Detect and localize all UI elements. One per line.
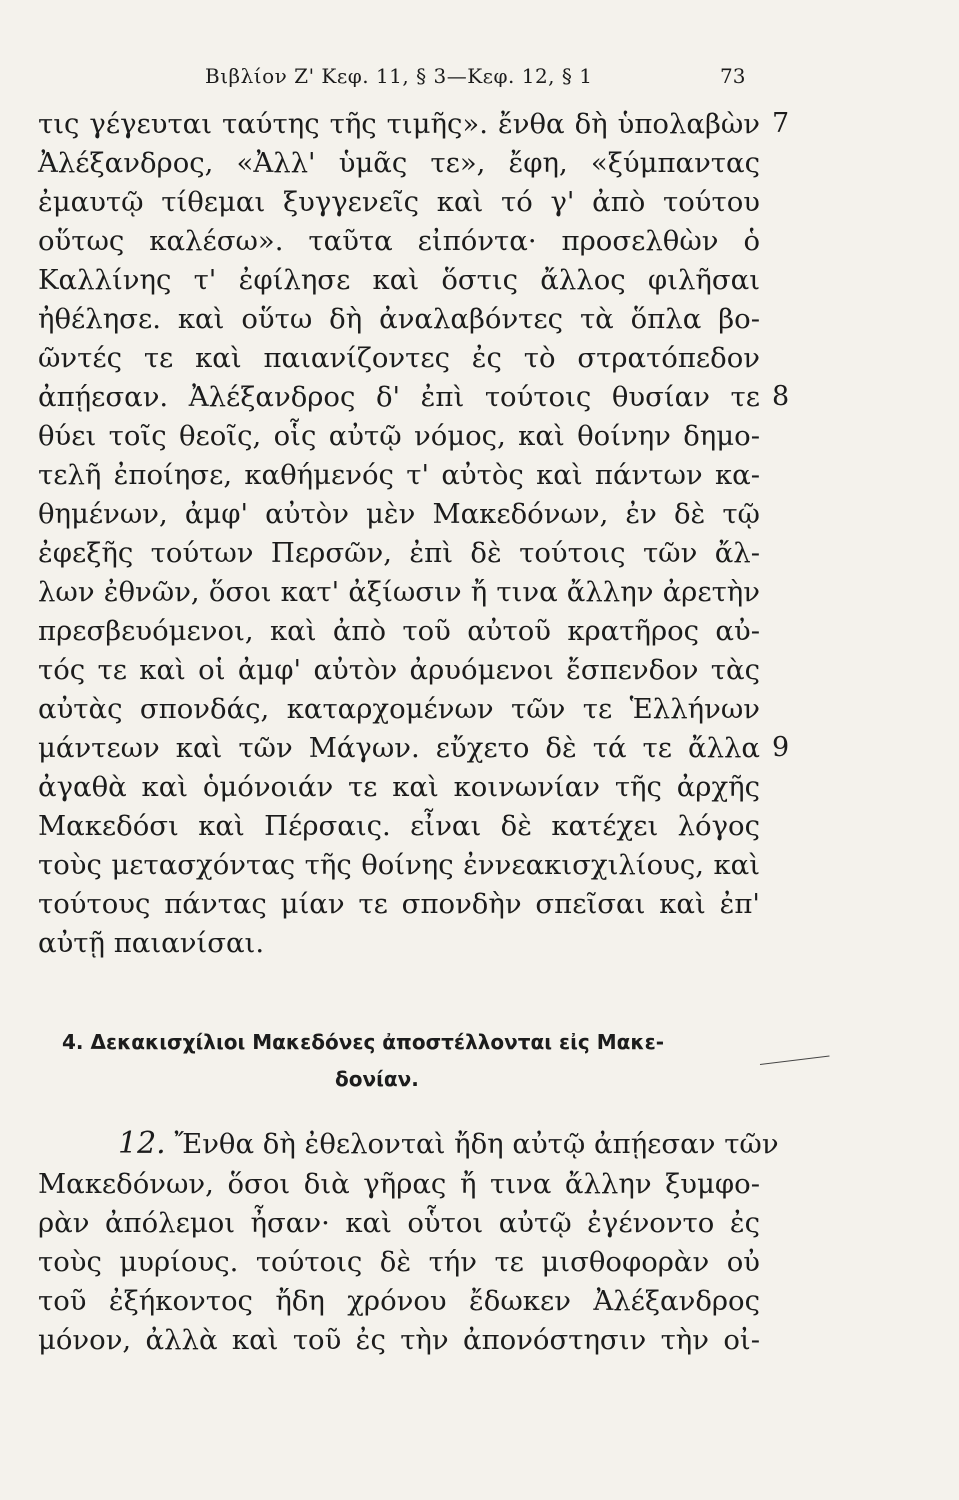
text-line: τός τε καὶ οἱ ἀμφ' αὐτὸν ἀρυόμενοι ἔσπενδον τὰς bbox=[38, 654, 760, 686]
text-line: τελῆ ἐποίησε, καθήμενός τ' αὐτὸς καὶ πάντων κα- bbox=[38, 459, 760, 491]
section-rule bbox=[760, 1055, 830, 1065]
text-line: τοῦ ἐξήκοντος ἤδη χρόνου ἔδωκεν Ἀλέξανδρος bbox=[38, 1285, 760, 1317]
text-line: Μακεδόνων, ὅσοι διὰ γῆρας ἤ τινα ἄλλην ξυμφο- bbox=[38, 1168, 760, 1200]
text-line: ἐφεξῆς τούτων Περσῶν, ἐπὶ δὲ τούτοις τῶν ἄλ- bbox=[38, 537, 760, 569]
text-line: θημένων, ἀμφ' αὐτὸν μὲν Μακεδόνων, ἐν δὲ τῷ bbox=[38, 498, 760, 530]
page-number: 73 bbox=[720, 64, 746, 88]
section-margin-number: 7 bbox=[772, 108, 790, 139]
text-line: τις γέγευται ταύτης τῆς τιμῆς». ἔνθα δὴ ὑπολαβὼν bbox=[38, 108, 760, 140]
text-line: ἀγαθὰ καὶ ὁμόνοιάν τε καὶ κοινωνίαν τῆς ἀρχῆς bbox=[38, 771, 760, 803]
text-line: ρὰν ἀπόλεμοι ἦσαν· καὶ οὗτοι αὐτῷ ἐγένοντο ἐς bbox=[38, 1207, 760, 1239]
text-line: θύει τοῖς θεοῖς, οἷς αὐτῷ νόμος, καὶ θοίνην δημο- bbox=[38, 420, 760, 452]
text-line: μάντεων καὶ τῶν Μάγων. εὔχετο δὲ τά τε ἄλλα bbox=[38, 732, 760, 764]
text-line: αὐτὰς σπονδάς, καταρχομένων τῶν τε Ἑλλήνων bbox=[38, 693, 760, 725]
text-line: λων ἐθνῶν, ὅσοι κατ' ἀξίωσιν ἤ τινα ἄλλην ἀρετὴν bbox=[38, 576, 760, 608]
chapter-number: 12. bbox=[118, 1126, 166, 1161]
chapter-line-text: Ἔνθα δὴ ἐθελονταὶ ἤδη αὐτῷ ἀπῄεσαν τῶν bbox=[174, 1128, 779, 1160]
section-margin-number: 9 bbox=[772, 732, 790, 763]
text-line: Καλλίνης τ' ἐφίλησε καὶ ὅστις ἄλλος φιλῆσαι bbox=[38, 264, 760, 296]
text-line: Μακεδόσι καὶ Πέρσαις. εἶναι δὲ κατέχει λόγος bbox=[38, 810, 760, 842]
text-line: αὐτῇ παιανίσαι. bbox=[38, 927, 265, 959]
text-line: τούτους πάντας μίαν τε σπονδὴν σπεῖσαι καὶ ἐπ' bbox=[38, 888, 760, 920]
chapter-first-line bbox=[118, 1126, 779, 1162]
section-heading-line2: δονίαν. bbox=[335, 1067, 419, 1091]
section-margin-number: 8 bbox=[772, 381, 790, 412]
text-line: ῶντές τε καὶ παιανίζοντες ἐς τὸ στρατόπεδον bbox=[38, 342, 760, 374]
text-line: οὕτως καλέσω». ταῦτα εἰπόντα· προσελθὼν ὁ bbox=[38, 225, 760, 257]
text-line: Ἀλέξανδρος, «Ἀλλ' ὑμᾶς τε», ἔφη, «ξύμπαντας bbox=[38, 147, 760, 179]
text-line: ἐμαυτῷ τίθεμαι ξυγγενεῖς καὶ τό γ' ἀπὸ τούτου bbox=[38, 186, 760, 218]
text-line: ἀπῄεσαν. Ἀλέξανδρος δ' ἐπὶ τούτοις θυσίαν τε bbox=[38, 381, 760, 413]
text-line: μόνον, ἀλλὰ καὶ τοῦ ἐς τὴν ἀπονόστησιν τὴν οἰ- bbox=[38, 1324, 760, 1356]
text-line: ἠθέλησε. καὶ οὕτω δὴ ἀναλαβόντες τὰ ὅπλα βο- bbox=[38, 303, 760, 335]
text-line: τοὺς μετασχόντας τῆς θοίνης ἐννεακισχιλίους, καὶ bbox=[38, 849, 760, 881]
section-heading-line1: 4. Δεκακισχίλιοι Μακεδόνες ἀποστέλλονται εἰς Μακε- bbox=[62, 1030, 665, 1054]
running-header: Βιβλίον Ζ' Κεφ. 11, § 3—Κεφ. 12, § 1 bbox=[205, 64, 593, 88]
text-line: τοὺς μυρίους. τούτοις δὲ τήν τε μισθοφορὰν οὐ bbox=[38, 1246, 760, 1278]
text-line: πρεσβευόμενοι, καὶ ἀπὸ τοῦ αὐτοῦ κρατῆρος αὐ- bbox=[38, 615, 760, 647]
